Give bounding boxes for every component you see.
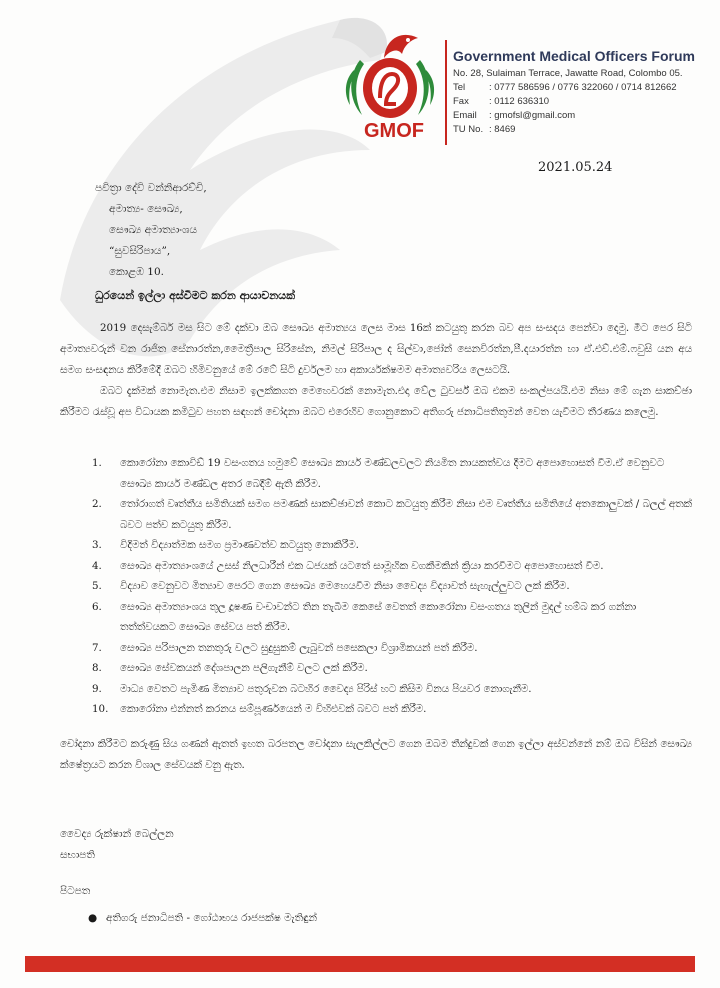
list-item [92, 679, 692, 700]
list-text: මාධ්‍ය වෙතට පැමිණ මිත්‍යාව පතුරුවන බටහිර වෛද්‍ය පිරිස් හට කිසිම විනය පියවර නොගැනීම. [120, 682, 532, 695]
list-number: 3. [92, 539, 102, 551]
signatory-title: සභාපති [60, 849, 95, 861]
list-item [92, 597, 692, 638]
closing-paragraph: චෝදනා කිරීමට කරුණු සිය ගණන් ඇතත් ඉහත බරපතල චෝදනා සැලකිල්ලට ගෙන ඔබම තීන්දුවක් ගෙන ඉල්ලා අස්වන්නේ නම් ඔබ විසින් සෞඛ්‍ය ක්ෂේත්‍රයට කරන විශාල සේවයක් වනු ඇත. [60, 738, 692, 771]
list-item [92, 699, 692, 720]
list-item [92, 494, 692, 535]
letterhead-divider [445, 40, 447, 145]
list-text: සෞඛ්‍ය අමාත්‍යාංශයේ උසස් නිලධාරීන් එක ධජයක් යටතේ සාමූහික වගකීමකින් ක්‍රියා කරවීමට අපොහොසත් වීම. [120, 559, 604, 572]
body-paragraph: ඔබට දැක්මක් නොමැත.එම නිසාම ඉලක්කගත මෙහෙවරක් නොමැත.එදා වේල ටුවර්ස් ඔබ එකම සංකල්පයයි.එම නිසා මේ ගැන සාකච්ඡා කිරීමට රැස්වූ අප විධායක කමිටුව පහත සඳහන් චෝදනා ඔබට එරෙහිව ගොනුකොට අතිගරු ජනාධිපතිතුමන් වෙත යැවීමට තීරණය කලෙමු. [60, 385, 692, 418]
recipient-line: අමාත්‍ය- සෞඛ්‍ය, [109, 203, 183, 215]
logo-wordmark: GMOF [364, 120, 424, 142]
list-item [92, 556, 692, 577]
list-number: 2. [92, 498, 102, 510]
org-email [453, 109, 695, 123]
org-tu [453, 123, 695, 137]
tu-value: : 8469 [489, 124, 516, 135]
list-number: 8. [92, 662, 102, 674]
list-text: කොරෝනා කොවිඩ් 19 වසංගතය හමුවේ සෞඛ්‍ය කාර්ය මණ්ඩලවලට නියමිත නායකත්වය දීමට අපොහොසත් වීම.ඒ වෙනුවට සෞඛ්‍ය කාර්ය මණ්ඩල අතර බෙදීම් ඇති කිරීම. [120, 457, 665, 490]
list-number: 6. [92, 600, 102, 613]
recipient-line: පවිත්‍රා දේවි වන්නිආරච්චි, [95, 182, 207, 194]
list-text: තෝරාගත් වෘත්තීය සමිතියක් සමග පමණක් සාකච්ඡාවන් කොට කටයුතු කිරීම නිසා එම වෘත්තීය සමිතියේ අතකොලුවක් / බලල් අතක් බවට පත්ව කටයුතු කිරීම. [120, 498, 692, 531]
tel-label: Tel [453, 82, 466, 93]
list-item [92, 658, 692, 679]
cc-item-text: අතිගරු ජනාධිපති - ගෝඨාභය රාජපක්ෂ මැතිඳුන් [106, 912, 318, 924]
org-fax [453, 95, 695, 109]
list-number: 4. [92, 559, 102, 572]
list-text: සෞඛ්‍ය සේවකයන් දේශපාලන පලිගැනීම් වලට ලක් කිරීම. [120, 662, 368, 674]
org-name: Government Medical Officers Forum [453, 48, 695, 64]
email-label: Email [453, 110, 477, 121]
list-number: 5. [92, 580, 102, 592]
signatory-name: වෛද්‍ය රුක්ෂාන් බෙල්ලන [60, 828, 174, 840]
footer-bar [25, 956, 695, 972]
letter-subject: ධුරයෙන් ඉල්ලා අස්වීමට කරන ආයාචනයක් [95, 289, 296, 302]
email-value: : gmofsl@gmail.com [489, 110, 576, 121]
list-text: සෞඛ්‍ය පරිපාලන තනතුරු වලට සුදුසුකම් ලැබුවන් පසෙකලා විශ්‍රාමිකයන් පත් කිරීම. [120, 641, 478, 654]
list-item [92, 453, 692, 494]
org-tel [453, 81, 695, 95]
cc-label: පිටපත [60, 885, 91, 897]
recipient-line: සෞඛ්‍ය අමාත්‍යාංශය [109, 224, 197, 236]
org-address: No. 28, Sulaiman Terrace, Jawatte Road, Colombo 05. [453, 68, 683, 79]
bullet-icon: ● [88, 912, 98, 924]
recipient-address [95, 178, 207, 283]
body-paragraph: 2019 දෙසැම්බර් මස සිට මේ දක්වා ඔබ සෞඛ්‍ය අමාත්‍යය ලෙස මාස 16ක් කටයුතු කරන බව අප සංසදය පෙන්වා දෙමු. මීට පෙර සිටි අමාත්‍යවරුන් වන රාජිත සේනාරත්න,මෛත්‍රීපාල සිරිසේන, නිමල් සිරිපාල ද සිල්වා,ජෝන් සෙනවිරත්න,පී.දයාරත්න හා ඒ.එච්.එම්.ෆවුසි යන අය සමග සංසඳනය කිරීමේදී ඔබට හිමිවනුයේ මේ රටේ සිටි දුර්වලම හා අකාර්යක්ෂමම අමාත්‍යවරිය ලෙසටයි. [60, 322, 692, 376]
list-number: 9. [92, 682, 102, 695]
list-item [92, 638, 692, 659]
tel-value: : 0777 586596 / 0776 322060 / 0714 812662 [489, 82, 677, 93]
signature-block [60, 824, 174, 866]
list-text: සෞඛ්‍ය අමාත්‍යාංශය තුල දූෂණ වංචාවන්ට තින තැබීම කෙසේ වෙතත් කොරෝනා වසංගතය තුලින් මුදල් හම්බ කර ගන්නා තත්ත්වයකට සෞඛ්‍ය සේවය පත් කිරීම. [120, 600, 637, 633]
cc-item [88, 912, 317, 925]
charges-list [92, 453, 692, 720]
list-number: 1. [92, 457, 102, 469]
list-text: විදිමත් විද්‍යාත්මක සමග ප්‍රමාණවත්ව කටයුතු නොකිරීම. [120, 539, 359, 551]
recipient-line: කොළඹ 10. [109, 266, 164, 278]
list-text: කොරෝනා එන්නත් කරනය සම්පූර්ණයෙන් ම විහිළුවක් බවට පත් කිරීම. [120, 703, 427, 715]
list-text: විද්‍යාව වෙනුවට මිත්‍යාව පෙරට ගෙන සෞඛ්‍ය මෙහෙයවීම නිසා වෛද්‍ය විද්‍යාවත් සැහැල්ලුවට ලක් කිරීම. [120, 580, 570, 592]
fax-label: Fax [453, 96, 469, 107]
recipient-line: “සුවසිරිපාය”, [109, 245, 171, 257]
list-number: 7. [92, 641, 102, 654]
letter-date: 2021.05.24 [538, 160, 613, 175]
fax-value: : 0112 636310 [489, 96, 550, 107]
letterhead-info [453, 48, 695, 137]
list-number: 10. [92, 703, 109, 715]
letter-body [60, 318, 692, 423]
tu-label: TU No. [453, 124, 484, 135]
list-item [92, 535, 692, 556]
list-item [92, 576, 692, 597]
